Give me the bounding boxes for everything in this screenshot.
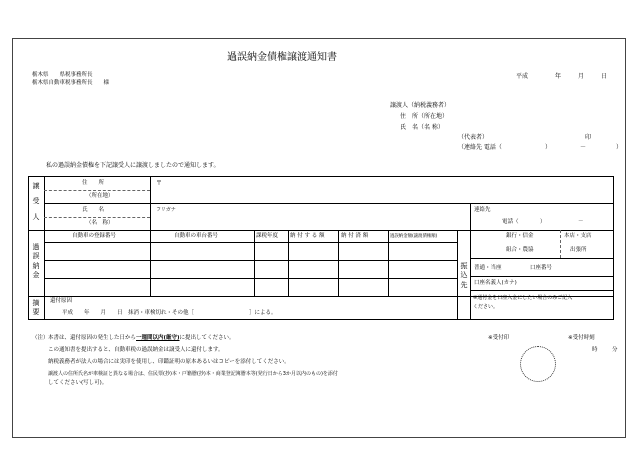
account-office-type: 出張所 bbox=[570, 247, 587, 253]
transferor-rep-label: （代表者） bbox=[458, 134, 489, 141]
account-side-label: 振 込 先 bbox=[460, 262, 468, 289]
date-day: 日 bbox=[601, 73, 608, 80]
transferor-contact-paren: ） bbox=[545, 144, 552, 151]
col-registration-number: 自動車の登録番号 bbox=[72, 233, 117, 239]
transferee-phone-dash: － bbox=[578, 219, 584, 225]
col-tax-year: 課税年度 bbox=[256, 233, 279, 239]
furigana-label: フリガナ bbox=[156, 207, 176, 213]
account-holder-label: 口座名義人(カナ) bbox=[474, 280, 517, 286]
transferor-address-label: 住 所（所在地） bbox=[400, 113, 449, 120]
col-chassis-number: 自動車の車台番号 bbox=[174, 233, 219, 239]
transferee-contact-label: 連絡先 bbox=[474, 207, 491, 213]
account-branch-type: 本店・支店 bbox=[564, 233, 592, 239]
transferee-address-sub: （所在地） bbox=[86, 193, 114, 199]
transferor-contact-close: ） bbox=[616, 144, 623, 151]
transferee-phone-label: 電話（ bbox=[502, 219, 519, 225]
notes-line1: 本書は、還付原因の発生した日から一週間以内(厳守)に提出してください。 bbox=[48, 335, 235, 341]
notes-line3: 納税義務者が法人の場合には実印を使用し、印鑑証明の原本あるいはコピーを添付してください。 bbox=[48, 359, 290, 365]
date-era: 平成 bbox=[516, 73, 529, 80]
account-coop-type: 組合・農協 bbox=[506, 247, 534, 253]
reason-heading: 還付原因 bbox=[50, 298, 73, 304]
receipt-stamp-circle bbox=[520, 346, 556, 382]
transferor-contact-label: （連絡先 電話（ bbox=[458, 144, 502, 151]
receipt-stamp-label: ※受付印 bbox=[488, 335, 510, 341]
deadline-emphasis: 一週間以内(厳守) bbox=[136, 335, 180, 341]
transferee-side-label: 譲 受 人 bbox=[32, 182, 40, 221]
date-month: 月 bbox=[578, 73, 585, 80]
transferee-address-label: 住 所 bbox=[82, 180, 105, 186]
seal-mark: 印 bbox=[585, 134, 592, 141]
receipt-time-label: ※受付時刻 bbox=[568, 335, 595, 341]
receipt-minute: 分 bbox=[612, 347, 618, 353]
transferor-contact-dash: － bbox=[580, 144, 587, 151]
notes-line4: 譲渡人の住所氏名が車検証と異なる場合は、住民票(抄)本・戸籍謄(抄)本・商業登記簿謄本等(発行日から3か月以内のもの)を添付 bbox=[48, 371, 338, 377]
notes-line2: この通知書を提出すると、自動車税の過誤納金は譲受人に還付します。 bbox=[48, 347, 224, 353]
col-amount-due: 納 付 す る 額 bbox=[290, 233, 325, 239]
col-overpayment-amount: 過誤納金額(譲渡債権額) bbox=[390, 234, 438, 239]
account-number-label: 口座番号 bbox=[530, 265, 553, 271]
transferor-heading: 譲渡人（納税義務者） bbox=[390, 102, 451, 109]
addressee-line1: 栃木県 県税事務所長 bbox=[32, 72, 93, 78]
notes-label: （注） bbox=[32, 335, 49, 341]
transferor-name-label: 氏 名（名 称） bbox=[400, 124, 444, 131]
account-deposit-type: 普通・当座 bbox=[474, 265, 502, 271]
transferee-name-label: 氏 名 bbox=[82, 207, 105, 213]
overpayment-side-label: 過 誤 納 金 bbox=[32, 243, 40, 280]
account-note-line2: ください。 bbox=[473, 304, 499, 310]
account-note-line1: ※通付金を口座入金にしたい場合のみご記入 bbox=[473, 295, 573, 301]
form-title: 過誤納金債権譲渡通知書 bbox=[227, 52, 337, 63]
postal-mark: 〒 bbox=[156, 180, 163, 187]
col-amount-paid: 納 付 済 額 bbox=[341, 233, 369, 239]
date-year: 年 bbox=[555, 73, 562, 80]
notes-line5: してください(写し可)。 bbox=[48, 380, 108, 386]
receipt-hour: 時 bbox=[592, 347, 598, 353]
addressee-line2: 栃木県自動車税事務所長 様 bbox=[32, 80, 110, 86]
account-bank-type: 銀行・信金 bbox=[506, 233, 534, 239]
transferee-name-sub: （名 称） bbox=[86, 220, 114, 226]
transferee-phone-paren: ） bbox=[540, 219, 546, 225]
reason-side-label: 摘 要 bbox=[32, 299, 40, 317]
reason-line: 平成 年 月 日 抹消・車検切れ・その他［ ］による。 bbox=[62, 310, 277, 316]
intro-text: 私の過誤納金債権を下記譲受人に譲渡しましたので通知します。 bbox=[46, 162, 220, 169]
